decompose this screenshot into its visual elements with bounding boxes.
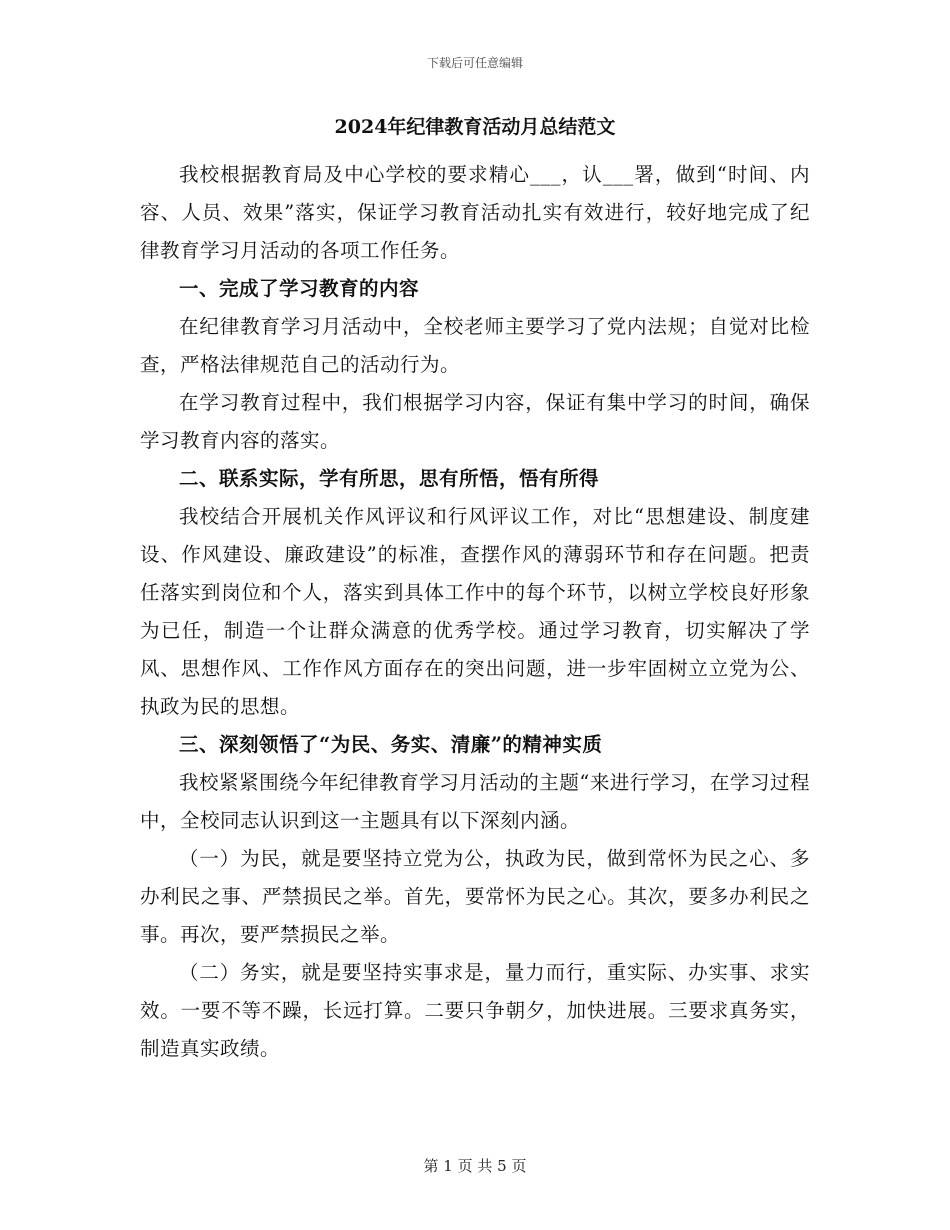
section1-paragraph-2: 在学习教育过程中，我们根据学习内容，保证有集中学习的时间，确保学习教育内容的落实。 bbox=[140, 391, 810, 452]
section3-paragraph-1: 我校紧紧围绕今年纪律教育学习月活动的主题“来进行学习，在学习过程中，全校同志认识到这一主题具有以下深刻内涵。 bbox=[140, 771, 810, 832]
intro-paragraph: 我校根据教育局及中心学校的要求精心___，认___署，做到“时间、内容、人员、效果”落实，保证学习教育活动扎实有效进行，较好地完成了纪律教育学习月活动的各项工作任务。 bbox=[140, 163, 810, 262]
document-body bbox=[140, 112, 810, 1068]
section-heading-3: 三、深刻领悟了“为民、务实、清廉”的精神实质 bbox=[179, 733, 603, 756]
section3-paragraph-3: （二）务实，就是要坚持实事求是，量力而行，重实际、办实事、求实效。一要不等不躁，长远打算。二要只争朝夕，加快进展。三要求真务实，制造真实政绩。 bbox=[140, 961, 810, 1060]
header-note: 下载后可任意编辑 bbox=[426, 56, 523, 70]
section2-paragraph-1: 我校结合开展机关作风评议和行风评议工作，对比“思想建设、制度建设、作风建设、廉政建设”的标准，查摆作风的薄弱环节和存在问题。把责任落实到岗位和个人，落实到具体工作中的每个环节，以树立学校良好形象为已任，制造一个让群众满意的优秀学校。通过学习教育，切实解决了学风、思想作风、工作作风方面存在的突出问题，进一步牢固树立立党为公、执政为民的思想。 bbox=[140, 505, 810, 718]
section3-paragraph-2: （一）为民，就是要坚持立党为公，执政为民，做到常怀为民之心、多办利民之事、严禁损民之举。首先，要常怀为民之心。其次，要多办利民之事。再次，要严禁损民之举。 bbox=[140, 847, 810, 946]
page-footer: 第 1 页 共 5 页 bbox=[423, 1157, 527, 1175]
section-heading-2: 二、联系实际，学有所思，思有所悟，悟有所得 bbox=[179, 467, 600, 490]
document-title: 2024年纪律教育活动月总结范文 bbox=[334, 116, 616, 138]
section1-paragraph-1: 在纪律教育学习月活动中，全校老师主要学习了党内法规；自觉对比检查，严格法律规范自己的活动行为。 bbox=[140, 315, 810, 376]
section-heading-1: 一、完成了学习教育的内容 bbox=[179, 277, 420, 300]
